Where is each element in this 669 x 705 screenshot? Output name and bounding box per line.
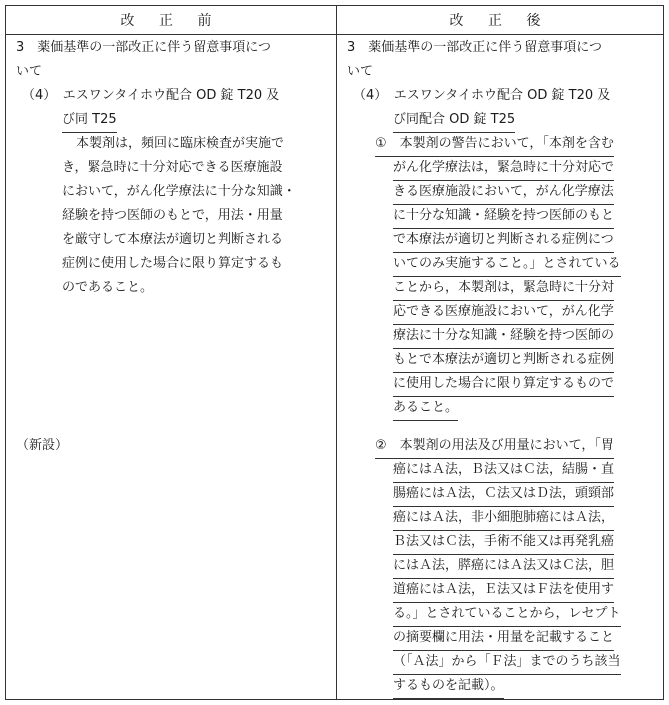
before-column	[6, 35, 337, 700]
before-section-title-line1: 3 薬価基準の一部改正に伴う留意事項につ	[16, 40, 272, 55]
after-paragraph1-line: がん化学療法は，緊急時に十分対応で	[393, 159, 614, 181]
after-paragraph1-line: もとで本療法が適切と判断される症例	[393, 351, 614, 373]
after-paragraph1-line: に使用した場合に限り算定するもので	[393, 375, 614, 397]
comparison-table	[5, 5, 664, 700]
revision-comparison-document	[5, 5, 663, 700]
before-body-line: 経験を持つ医師のもとで，用法・用量	[62, 208, 283, 223]
before-body-line: 本製剤は，頻回に臨床検査が実施で	[76, 136, 285, 151]
before-body-line: を厳守して本療法が適切と判断される	[62, 232, 284, 247]
after-paragraph1-line: 応できる医療施設において，がん化学	[393, 303, 614, 325]
before-body-line: 症例に使用した場合に限り算定するも	[62, 256, 284, 271]
after-paragraph2-line: る。」とされていることから，レセプト	[393, 605, 621, 627]
after-paragraph2-line: にはＡ法，膵癌にはＡ法又はＣ法，胆	[393, 557, 614, 579]
after-column	[337, 35, 664, 700]
header-row	[6, 6, 664, 35]
content-row	[6, 35, 664, 700]
before-item-title-line1: （4） エスワンタイホウ配合 OD 錠 T20 及	[22, 88, 280, 103]
after-paragraph1-line: ことから，本製剤は，緊急時に十分対	[393, 279, 614, 301]
after-paragraph1-line: きる医療施設において，がん化学療法	[393, 183, 614, 205]
after-item-title-line1: （4） エスワンタイホウ配合 OD 錠 T20 及	[353, 88, 611, 103]
before-item-title-line2: び同 T25	[62, 111, 117, 133]
after-paragraph2-line: 癌にはＡ法，Ｂ法又はＣ法，結腸・直	[393, 461, 614, 483]
after-paragraph2-line: するものを記載）。	[393, 677, 504, 699]
before-body-line: き，緊急時に十分対応できる医療施設	[62, 160, 283, 175]
after-section-title-line2: いて	[347, 64, 374, 79]
after-paragraph2-line: （「Ａ法」から「Ｆ法」までのうち該当	[393, 653, 621, 675]
after-paragraph2-line: の摘要欄に用法・用量を記載すること	[393, 629, 614, 651]
after-paragraph1-line: で本療法が適切と判断される症例につ	[393, 231, 614, 253]
before-body-line: のであること。	[62, 280, 154, 295]
after-item-title-line2: び同配合 OD 錠 T25	[393, 111, 515, 133]
after-section-title-line1: 3 薬価基準の一部改正に伴う留意事項につ	[347, 40, 603, 55]
after-paragraph2-line: 腸癌にはＡ法，Ｃ法又はＤ法，頭頸部	[393, 485, 614, 507]
after-paragraph1-line: 療法に十分な知識・経験を持つ医師の	[393, 327, 614, 349]
before-section-title-line2: いて	[16, 64, 43, 79]
after-paragraph1-line: いてのみ実施すること。」とされている	[393, 255, 621, 277]
new-provision-label: （新設）	[16, 438, 69, 453]
after-paragraph1-line: あること。	[393, 399, 458, 421]
after-paragraph2-line: ② 本製剤の用法及び用量において，「胃	[375, 437, 614, 459]
after-paragraph2-line: 癌にはＡ法，非小細胞肺癌にはＡ法，	[393, 509, 614, 531]
after-paragraph1-line: ① 本製剤の警告において，「本剤を含む	[375, 135, 614, 157]
header-before: 改 正 前	[6, 6, 337, 35]
before-body-line: において，がん化学療法に十分な知識・	[62, 184, 296, 199]
after-paragraph2-line: Ｂ法又はＣ法，手術不能又は再発乳癌	[393, 533, 614, 555]
after-paragraph1-line: に十分な知識・経験を持つ医師のもと	[393, 207, 614, 229]
after-paragraph2-line: 道癌にはＡ法，Ｅ法又はＦ法を使用す	[393, 581, 614, 603]
header-after: 改 正 後	[337, 6, 664, 35]
